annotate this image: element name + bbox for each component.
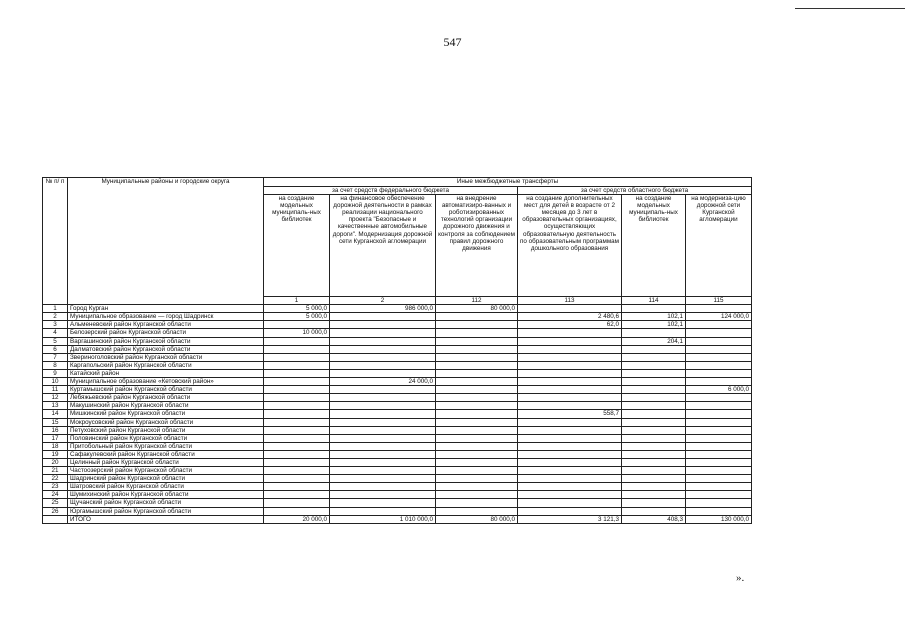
value-cell: 5 000,0 [264,305,330,313]
value-cell [686,361,752,369]
table-row [43,499,752,507]
value-cell: 130 000,0 [686,515,752,523]
row-number: 2 [43,313,68,321]
row-number: 11 [43,386,68,394]
row-name: Мокроусовский район Курганской области [68,418,264,426]
row-number: 24 [43,491,68,499]
value-cell [264,378,330,386]
value-cell [622,426,686,434]
row-name: Город Курган [68,305,264,313]
table-row [43,467,752,475]
value-cell [518,369,622,377]
value-cell [686,475,752,483]
value-cell [686,369,752,377]
value-cell [436,369,518,377]
value-cell [264,483,330,491]
row-name: Макушинский район Курганской области [68,402,264,410]
value-cell: 5 000,0 [264,313,330,321]
row-number: 15 [43,418,68,426]
value-cell [436,491,518,499]
value-cell [436,426,518,434]
value-cell [622,402,686,410]
table-row [43,475,752,483]
subheader-117: на модерниза-цию дорожной сети Курганской агломерации [686,195,752,297]
value-cell: 986 000,0 [330,305,436,313]
value-cell [518,499,622,507]
value-cell [264,442,330,450]
table-row [43,345,752,353]
value-cell [264,507,330,515]
row-number: 17 [43,434,68,442]
value-cell [330,491,436,499]
row-number: 5 [43,337,68,345]
table-row [43,305,752,313]
row-name: Притобольный район Курганской области [68,442,264,450]
value-cell [330,386,436,394]
value-cell [622,378,686,386]
value-cell [518,353,622,361]
value-cell [686,329,752,337]
value-cell [686,499,752,507]
value-cell [686,402,752,410]
value-cell [436,361,518,369]
value-cell [622,434,686,442]
row-name: Альменевский район Курганской области [68,321,264,329]
value-cell [330,313,436,321]
value-cell [436,450,518,458]
row-name: Петуховский район Курганской области [68,426,264,434]
row-number: 25 [43,499,68,507]
value-cell [436,329,518,337]
row-name: Половинский район Курганской области [68,434,264,442]
value-cell [436,483,518,491]
row-number: 9 [43,369,68,377]
value-cell: 204,1 [622,337,686,345]
header-regional: за счет средств областного бюджета [518,187,752,195]
row-number: 23 [43,483,68,491]
colnum-112: 112 [436,297,518,305]
value-cell [518,345,622,353]
row-number: 6 [43,345,68,353]
row-name: Звериноголовский район Курганской области [68,353,264,361]
value-cell [330,369,436,377]
value-cell [436,410,518,418]
value-cell [622,410,686,418]
value-cell [264,410,330,418]
row-name: Щучанский район Курганской области [68,499,264,507]
header-name: Муниципальные районы и городские округа [68,178,264,305]
colnum-2: 2 [330,297,436,305]
row-number: 22 [43,475,68,483]
value-cell [686,458,752,466]
value-cell [436,418,518,426]
table-row [43,378,752,386]
row-number: 14 [43,410,68,418]
row-name: Куртамышский район Курганской области [68,386,264,394]
row-name: Шумихинский район Курганской области [68,491,264,499]
value-cell [518,305,622,313]
value-cell: 2 480,6 [518,313,622,321]
value-cell: 102,1 [622,313,686,321]
value-cell: 20 000,0 [264,515,330,523]
value-cell [518,329,622,337]
value-cell [264,402,330,410]
value-cell [686,491,752,499]
value-cell [264,499,330,507]
row-name: Мишкинский район Курганской области [68,410,264,418]
subheader-116: на создание модельных муниципаль-ных библиотек [622,195,686,297]
value-cell [264,337,330,345]
row-number: 18 [43,442,68,450]
value-cell [686,345,752,353]
row-number: 13 [43,402,68,410]
value-cell [686,394,752,402]
row-number: 7 [43,353,68,361]
value-cell [436,345,518,353]
value-cell [436,475,518,483]
row-name: Катайский район [68,369,264,377]
value-cell [518,507,622,515]
value-cell [686,418,752,426]
value-cell [436,337,518,345]
value-cell [330,499,436,507]
value-cell [264,386,330,394]
value-cell [436,353,518,361]
value-cell [264,369,330,377]
subheader-112: на создание модельных муниципаль-ных библиотек [264,195,330,297]
value-cell: 80 000,0 [436,515,518,523]
table-row [43,386,752,394]
table-row [43,313,752,321]
value-cell [436,378,518,386]
table-row [43,418,752,426]
row-number: 12 [43,394,68,402]
table-row [43,321,752,329]
value-cell [264,345,330,353]
table-row [43,426,752,434]
value-cell [264,321,330,329]
row-name: Лебяжьевский район Курганской области [68,394,264,402]
table-row [43,369,752,377]
value-cell [518,483,622,491]
value-cell [518,491,622,499]
table-row [43,337,752,345]
value-cell [622,458,686,466]
row-number: 16 [43,426,68,434]
value-cell [686,305,752,313]
value-cell [622,483,686,491]
row-number: 10 [43,378,68,386]
value-cell [622,361,686,369]
value-cell [518,442,622,450]
transfers-table [42,177,752,524]
value-cell [518,337,622,345]
value-cell [330,418,436,426]
value-cell [330,450,436,458]
value-cell [686,410,752,418]
row-name: ИТОГО [68,515,264,523]
value-cell [518,450,622,458]
value-cell [330,458,436,466]
value-cell: 10 000,0 [264,329,330,337]
table-row [43,458,752,466]
value-cell: 124 000,0 [686,313,752,321]
row-number [43,515,68,523]
value-cell [330,442,436,450]
value-cell [436,507,518,515]
value-cell [518,475,622,483]
value-cell [330,361,436,369]
value-cell [622,499,686,507]
top-rule [795,8,905,9]
table-row [43,483,752,491]
table-row [43,410,752,418]
value-cell [264,467,330,475]
table-row [43,402,752,410]
row-number: 19 [43,450,68,458]
value-cell [330,345,436,353]
value-cell [436,434,518,442]
value-cell: 3 121,3 [518,515,622,523]
value-cell [518,467,622,475]
value-cell [686,353,752,361]
colnum-1: 1 [264,297,330,305]
row-name: Юргамышский район Курганской области [68,507,264,515]
value-cell: 558,7 [518,410,622,418]
value-cell [518,426,622,434]
row-name: Каргапольский район Курганской области [68,361,264,369]
table-row [43,507,752,515]
value-cell [330,475,436,483]
value-cell [264,450,330,458]
value-cell [518,402,622,410]
row-name: Далматовский район Курганской области [68,345,264,353]
value-cell [686,378,752,386]
value-cell [330,426,436,434]
value-cell [264,361,330,369]
row-name: Целинный район Курганской области [68,458,264,466]
value-cell [518,434,622,442]
value-cell [330,467,436,475]
value-cell [330,329,436,337]
value-cell [436,442,518,450]
value-cell [622,507,686,515]
row-number: 8 [43,361,68,369]
value-cell [622,305,686,313]
value-cell [622,353,686,361]
value-cell [436,313,518,321]
table-row [43,450,752,458]
value-cell [622,467,686,475]
value-cell [686,442,752,450]
value-cell [436,321,518,329]
table-row [43,361,752,369]
row-name: Муниципальное образование «Кетовский район» [68,378,264,386]
row-name: Белозерский район Курганской области [68,329,264,337]
value-cell [622,491,686,499]
value-cell [264,426,330,434]
value-cell [330,507,436,515]
value-cell [686,434,752,442]
value-cell [330,394,436,402]
subheader-115: на создание дополнительных мест для детей в возрасте от 2 месяцев до 3 лет в образовательных организациях, осуществляющих образовательную деятельность по образовательным программам дошкольного образования [518,195,622,297]
value-cell: 6 000,0 [686,386,752,394]
value-cell: 80 000,0 [436,305,518,313]
value-cell [622,345,686,353]
value-cell [518,458,622,466]
value-cell: 408,3 [622,515,686,523]
value-cell [264,353,330,361]
value-cell [330,410,436,418]
value-cell [264,475,330,483]
value-cell [686,450,752,458]
row-number: 26 [43,507,68,515]
row-name: Частоозерский район Курганской области [68,467,264,475]
value-cell [264,394,330,402]
row-number: 4 [43,329,68,337]
value-cell: 102,1 [622,321,686,329]
row-name: Варгашинский район Курганской области [68,337,264,345]
row-name: Шатровский район Курганской области [68,483,264,491]
value-cell [686,467,752,475]
colnum-114: 114 [622,297,686,305]
table-row [43,329,752,337]
table-row [43,434,752,442]
value-cell [436,402,518,410]
row-number: 1 [43,305,68,313]
end-mark: ». [736,572,745,584]
row-name: Муниципальное образование — город Шадринск [68,313,264,321]
value-cell [518,394,622,402]
value-cell [436,467,518,475]
row-number: 3 [43,321,68,329]
row-name: Сафакулевский район Курганской области [68,450,264,458]
value-cell [518,378,622,386]
value-cell [330,353,436,361]
header-group: Иные межбюджетные трансферты [264,178,752,187]
page-number: 547 [443,35,462,49]
value-cell [436,394,518,402]
value-cell [622,329,686,337]
value-cell [436,499,518,507]
value-cell [330,434,436,442]
value-cell [264,434,330,442]
value-cell [264,491,330,499]
value-cell [264,458,330,466]
value-cell [622,442,686,450]
subheader-113: на финансовое обеспечение дорожной деятельности в рамках реализации национального проекта "Безопасные и качественные автомобильные дороги". Модернизация дорожной сети Курганской агломерации [330,195,436,297]
value-cell [436,458,518,466]
value-cell: 1 010 000,0 [330,515,436,523]
value-cell [436,386,518,394]
value-cell [622,386,686,394]
value-cell [330,402,436,410]
header-num: № п/ п [43,178,68,305]
table-row [43,353,752,361]
row-number: 21 [43,467,68,475]
table-row [43,515,752,523]
value-cell [518,361,622,369]
value-cell [686,426,752,434]
table-row [43,491,752,499]
row-number: 20 [43,458,68,466]
value-cell [686,507,752,515]
value-cell: 24 000,0 [330,378,436,386]
value-cell: 62,0 [518,321,622,329]
value-cell [686,483,752,491]
value-cell [330,337,436,345]
subheader-114: на внедрение автоматизиро-ванных и роботизированных технологий организации дорожного движения и контроля за соблюдением правил дорожного движения [436,195,518,297]
value-cell [622,450,686,458]
header-federal: за счет средств федерального бюджета [264,187,518,195]
value-cell [264,418,330,426]
table-row [43,442,752,450]
value-cell [622,394,686,402]
value-cell [622,369,686,377]
value-cell [686,337,752,345]
value-cell [518,418,622,426]
row-name: Шадринский район Курганской области [68,475,264,483]
value-cell [330,483,436,491]
value-cell [518,386,622,394]
table-row [43,394,752,402]
value-cell [686,321,752,329]
colnum-113: 113 [518,297,622,305]
colnum-115: 115 [686,297,752,305]
value-cell [330,321,436,329]
value-cell [622,475,686,483]
value-cell [622,418,686,426]
